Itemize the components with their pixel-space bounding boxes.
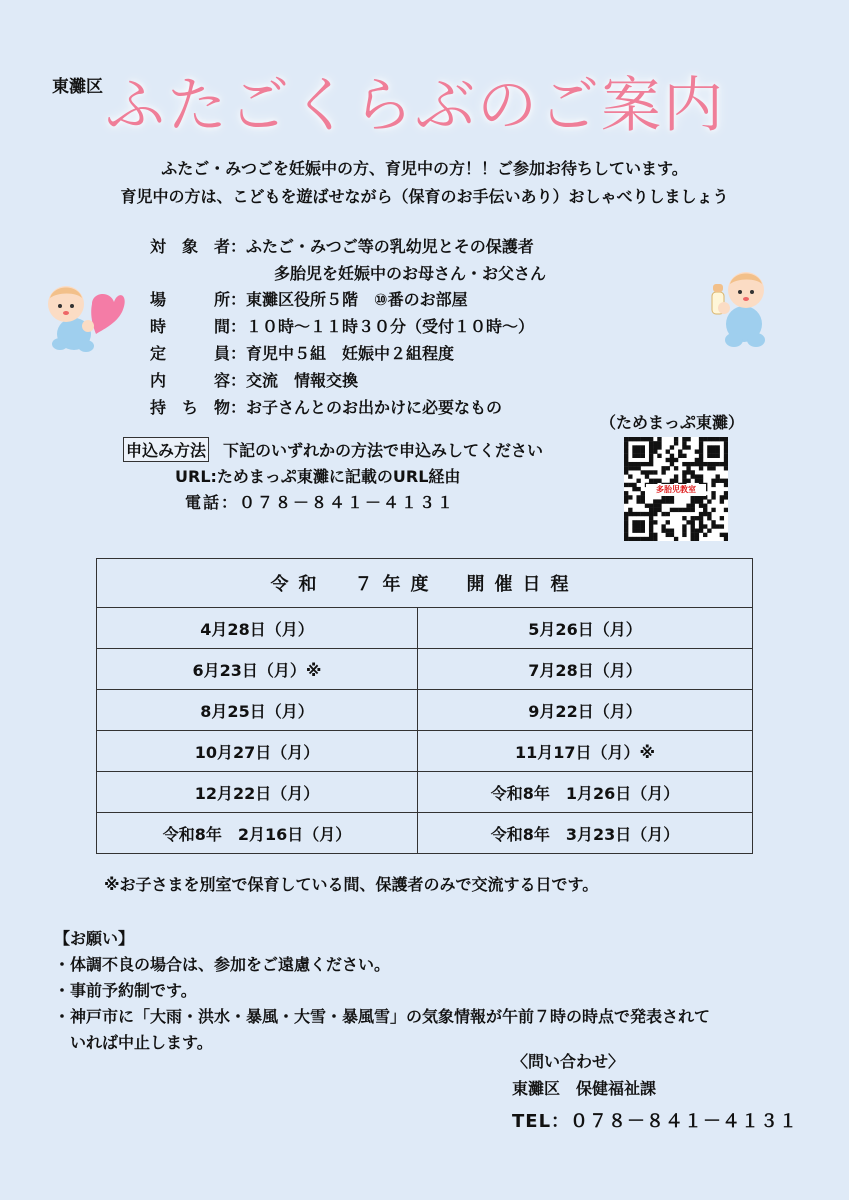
info-row-target — [150, 232, 546, 259]
table-row — [97, 690, 753, 731]
target-value: ふたご・みつご等の乳幼児とその保護者 — [246, 236, 534, 256]
schedule-date: 7月28日（月） — [418, 649, 753, 690]
target-value-2: 多胎児を妊娠中のお母さん・お父さん — [274, 263, 547, 283]
schedule-note: ※お子さまを別室で保育している間、保護者のみで交流する日です。 — [104, 875, 599, 894]
info-row-place — [150, 286, 546, 313]
qr-code-icon[interactable] — [624, 437, 728, 541]
page-title: ふたごくらぶのご案内 — [105, 71, 725, 141]
request-item: ・神戸市に「大雨・洪水・暴風・大雪・暴風雪」の気象情報が午前７時の時点で発表されて — [54, 1007, 711, 1026]
schedule-date: 12月22日（月） — [97, 772, 418, 813]
schedule-date: 8月25日（月） — [97, 690, 418, 731]
intro-line-1: ふたご・みつごを妊娠中の方、育児中の方！！ご参加お待ちしています。 — [161, 159, 688, 178]
contact-tel[interactable]: TEL：０７８－８４１－４１３１ — [512, 1111, 799, 1132]
schedule-date: 4月28日（月） — [97, 608, 418, 649]
place-value: 東灘区役所５階 ⑩番のお部屋 — [246, 290, 468, 310]
schedule-date: 令和8年 3月23日（月） — [418, 813, 753, 854]
schedule-date: 5月26日（月） — [418, 608, 753, 649]
table-row — [97, 731, 753, 772]
schedule-date: 11月17日（月）※ — [418, 731, 753, 772]
schedule-table — [96, 558, 753, 854]
request-item: ・事前予約制です。 — [54, 981, 197, 1000]
event-info — [150, 232, 546, 420]
capacity-label: 定 員： — [150, 344, 247, 364]
schedule-header: 令和 ７年度 開催日程 — [97, 559, 753, 608]
content-label: 内 容： — [150, 370, 247, 390]
schedule-date: 令和8年 2月16日（月） — [97, 813, 418, 854]
items-value: お子さんとのお出かけに必要なもの — [246, 397, 503, 417]
schedule-date: 6月23日（月）※ — [97, 649, 418, 690]
table-row — [97, 813, 753, 854]
application-section — [123, 436, 543, 514]
apply-method-label: 申込み方法 — [123, 437, 209, 462]
request-item: ・体調不良の場合は、参加をご遠慮ください。 — [54, 955, 391, 974]
table-row — [97, 649, 753, 690]
schedule-header-row — [97, 559, 753, 608]
items-label: 持 ち 物： — [150, 397, 247, 417]
table-row — [97, 772, 753, 813]
info-row-items — [150, 393, 546, 420]
content-value: 交流 情報交換 — [246, 370, 359, 390]
info-row-time — [150, 312, 546, 339]
table-row — [97, 608, 753, 649]
intro-line-2: 育児中の方は、こどもを遊ばせながら（保育のお手伝いあり）おしゃべりしましょう — [120, 187, 729, 206]
apply-url[interactable]: URL:ためまっぷ東灘に記載のURL経由 — [175, 466, 461, 486]
qr-tag-label: 多胎児教室 — [646, 484, 706, 496]
info-row-content — [150, 366, 546, 393]
target-label: 対 象 者： — [150, 236, 247, 256]
requests-section — [54, 926, 710, 1056]
contact-dept: 東灘区 保健福祉課 — [512, 1079, 657, 1098]
time-value: １０時～１１時３０分（受付１０時～） — [246, 317, 535, 337]
requests-heading: 【お願い】 — [54, 929, 135, 948]
ward-label: 東灘区 — [52, 77, 103, 97]
baby-with-bottle-icon — [704, 268, 776, 350]
contact-section — [512, 1048, 798, 1135]
request-item-continued: いれば中止します。 — [70, 1033, 213, 1052]
schedule-date: 令和8年 1月26日（月） — [418, 772, 753, 813]
baby-with-heart-icon — [36, 278, 128, 356]
schedule-date: 9月22日（月） — [418, 690, 753, 731]
apply-method-text: 下記のいずれかの方法で申込みしてください — [223, 440, 544, 460]
qr-caption: （ためまっぷ東灘） — [600, 413, 745, 432]
time-label: 時 間： — [150, 317, 247, 337]
apply-phone[interactable]: 電話：０７８－８４１－４１３１ — [185, 492, 456, 512]
info-row-capacity — [150, 339, 546, 366]
info-row-target-2 — [150, 259, 546, 286]
apply-method-line — [123, 436, 543, 462]
contact-heading: 〈問い合わせ〉 — [512, 1052, 625, 1071]
capacity-value: 育児中５組 妊娠中２組程度 — [246, 344, 455, 364]
place-label: 場 所： — [150, 290, 247, 310]
schedule-date: 10月27日（月） — [97, 731, 418, 772]
